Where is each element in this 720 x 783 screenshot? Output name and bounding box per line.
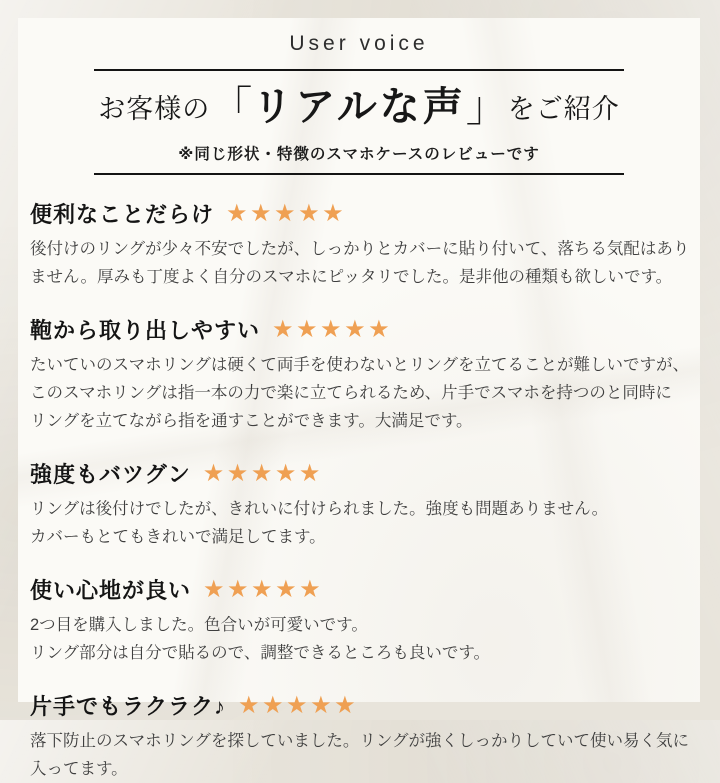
- review-header: [30, 578, 688, 604]
- review-body-line: 落下防止のスマホリングを探していました。リングが強くしっかりしていて使い易く気に: [30, 732, 690, 750]
- review-body: [30, 727, 688, 783]
- review-body: [30, 611, 688, 667]
- eyebrow-title: User voice: [289, 32, 429, 55]
- review-item: [30, 578, 688, 667]
- section-subtitle: ※同じ形状・特徴のスマホケースのレビューです: [178, 146, 540, 163]
- star-rating: ★★★★★: [272, 316, 393, 343]
- review-item: [30, 694, 688, 783]
- close-bracket: 」: [465, 83, 508, 130]
- headline-prefix: お客様の: [98, 94, 211, 124]
- review-body-line: リングは後付けでしたが、きれいに付けられました。強度も問題ありません。: [30, 500, 609, 518]
- review-body-line: 入ってます。: [30, 760, 128, 778]
- review-body-line: ません。厚みも丁度よく自分のスマホにピッタリでした。是非他の種類も欲しいです。: [30, 268, 673, 286]
- review-title: 鞄から取り出しやすい: [30, 318, 261, 343]
- review-body: [30, 351, 688, 435]
- headline-emphasis: リアルな声: [252, 85, 466, 129]
- review-panel: [18, 18, 700, 778]
- section-header: [18, 18, 700, 175]
- review-body: [30, 235, 688, 291]
- review-body-line: リング部分は自分で貼るので、調整できるところも良いです。: [30, 644, 491, 662]
- headline-suffix: をご紹介: [507, 94, 620, 124]
- review-header: [30, 318, 688, 344]
- review-item: [30, 318, 688, 435]
- divider-bottom: [94, 173, 624, 175]
- review-title: 強度もバツグン: [30, 462, 191, 487]
- review-body-line: 2つ目を購入しました。色合いが可愛いです。: [30, 616, 368, 634]
- review-body-line: 後付けのリングが少々不安でしたが、しっかりとカバーに貼り付いて、落ちる気配はあり: [30, 240, 690, 258]
- review-title: 片手でもラクラク♪: [30, 694, 227, 719]
- divider-top: [94, 69, 624, 71]
- review-title: 便利なことだらけ: [30, 202, 215, 227]
- review-item: [30, 202, 688, 291]
- review-body-line: カバーもとてもきれいで満足してます。: [30, 528, 326, 546]
- review-body-line: リングを立てながら指を通すことができます。大満足です。: [30, 412, 473, 430]
- review-header: [30, 462, 688, 488]
- review-header: [30, 202, 688, 228]
- review-list: [18, 202, 700, 783]
- star-rating: ★★★★★: [202, 460, 323, 487]
- star-rating: ★★★★★: [238, 692, 359, 719]
- review-body-line: このスマホリングは指一本の力で楽に立てられるため、片手でスマホを持つのと同時に: [30, 384, 672, 402]
- section-headline: [18, 81, 700, 140]
- open-bracket: 「: [210, 83, 253, 130]
- star-rating: ★★★★★: [226, 200, 347, 227]
- review-body-line: たいていのスマホリングは硬くて両手を使わないとリングを立てることが難しいですが、: [30, 356, 690, 374]
- review-item: [30, 462, 688, 551]
- review-header: [30, 694, 688, 720]
- review-body: [30, 495, 688, 551]
- star-rating: ★★★★★: [203, 576, 324, 603]
- review-title: 使い心地が良い: [30, 578, 192, 603]
